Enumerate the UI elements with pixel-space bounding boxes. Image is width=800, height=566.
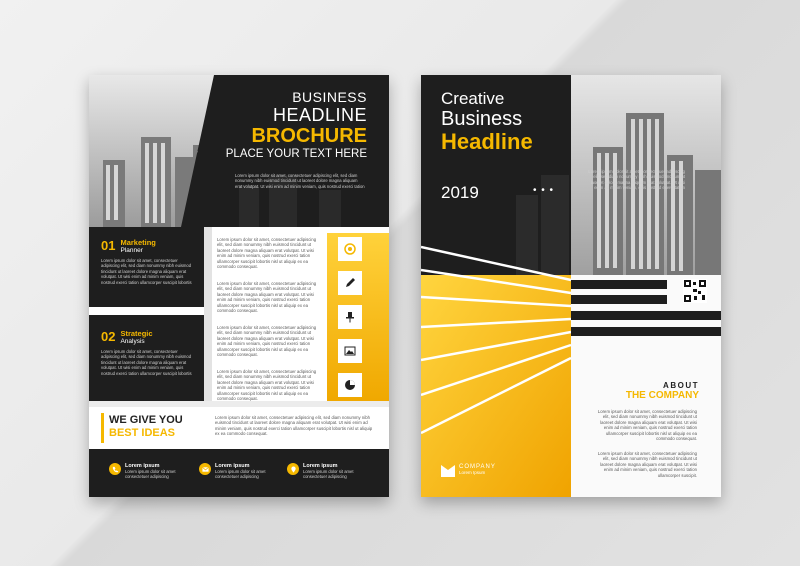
about-line-2: THE COMPANY [625, 390, 699, 401]
heading-creative: Creative [441, 89, 505, 108]
slogan-line-2: BEST IDEAS [109, 427, 176, 439]
contact-3-title: Lorem ipsum [303, 463, 338, 469]
pin-icon [338, 305, 362, 329]
right-intro-text: Lorem ipsum dolor sit amet, consectetuer adipiscing elit, sed diam nonummy nibh euismod tincidunt ut laoreet dolore magna aliquam erat volutpat. Ut wisi enim ad minim veniam, quis nostrud exerci tation [588, 169, 685, 191]
slogan-line-1: WE GIVE YOU [109, 414, 183, 426]
about-paragraph-1: Lorem ipsum dolor sit amet, consectetuer adipiscing elit, sed diam nonummy nibh euismod tincidunt ut laoreet dolore magna aliquam erat volutpat. Ut wisi enim ad minim veniam, quis nostrud exerci tation ullamcorper suscipit lobortis nisl ut aliquip ex ea commodo consequat. [597, 409, 697, 442]
stripe-bar-1 [571, 280, 667, 289]
brochure-front-page [421, 75, 721, 497]
mail-icon [199, 463, 211, 475]
middle-paragraph-1: Lorem ipsum dolor sit amet, consectetuer adipiscing elit, sed diam nonummy nibh euismod tincidunt ut laoreet dolore magna aliquam erat volutpat. Ut wisi enim ad minim veniam, quis nostrud exerci tation ullamcorper suscipit lobortis nisl ut aliquip ex ea commodo consequat. [217, 237, 317, 270]
middle-paragraph-2: Lorem ipsum dolor sit amet, consectetuer adipiscing elit, sed diam nonummy nibh euismod tincidunt ut laoreet dolore magna aliquam erat volutpat. Ut wisi enim ad minim veniam, quis nostrud exerci tation ullamcorper suscipit lobortis nisl ut aliquip ex ea commodo consequat. [217, 281, 317, 314]
company-tagline: Lorem Ipsum [459, 470, 486, 475]
section-01 [101, 238, 201, 285]
left-heading [226, 89, 367, 161]
slogan-body: Lorem ipsum dolor sit amet, consectetuer adipiscing elit, sed diam nonummy nibh euismod tincidunt ut laoreet dolore magna aliquam erat volutpat. Ut wisi enim ad minim veniam, quis nostrud exerci tation ullamcorper suscipit lobortis nisl ut aliquip ex ea commodo consequat. [215, 415, 373, 437]
section-01-title: Marketing [120, 238, 156, 247]
year-label: 2019 [441, 183, 479, 202]
company-name: COMPANY [459, 464, 496, 470]
pie-chart-icon [338, 373, 362, 397]
heading-subtitle: PLACE YOUR TEXT HERE [225, 148, 367, 160]
slogan [109, 414, 183, 440]
slogan-accent-bar [101, 413, 104, 443]
section-02-subtitle: Analysis [120, 338, 145, 345]
about-paragraph-2: Lorem ipsum dolor sit amet, consectetuer adipiscing elit, sed diam nonummy nibh euismod tincidunt ut laoreet dolore magna aliquam erat volutpat. Ut wisi enim ad minim veniam, quis nostrud exerci tation ullamcorper suscipit. [597, 451, 697, 478]
pencil-icon [338, 271, 362, 295]
about-line-1: ABOUT [663, 381, 699, 390]
dots-decoration: • • • [533, 185, 555, 196]
company-name-block [459, 464, 496, 475]
qr-code-icon [683, 279, 707, 303]
brochure-back-page [89, 75, 389, 497]
contact-1-body: Lorem ipsum dolor sit amet consectetuer adipiscing [125, 469, 176, 480]
about-heading [626, 381, 699, 401]
heading-line-brochure: BROCHURE [251, 125, 367, 147]
contact-2-title: Lorem ipsum [215, 463, 250, 469]
section-02-title: Strategic [120, 329, 153, 338]
section-02 [101, 329, 201, 376]
left-intro-text: Lorem ipsum dolor sit amet, consectetuer adipiscing elit, sed diam nonummy nibh euismod tincidunt ut laoreet dolore magna aliquam erat volutpat. Ut wisi enim ad minim veniam, quis nostrud exerci tation [235, 173, 365, 189]
section-01-body: Lorem ipsum dolor sit amet, consectetuer adipiscing elit, sed diam nonummy nibh euismod tincidunt ut laoreet dolore magna aliquam erat volutpat. Ut wisi enim ad minim veniam, quis nostrud exerci tation ullamcorper suscipit lobortis [101, 258, 192, 285]
target-icon [338, 237, 362, 261]
heading-line-business: BUSINESS [292, 89, 367, 105]
stripe-bar-2 [571, 295, 667, 304]
phone-icon [109, 463, 121, 475]
section-02-number: 02 [101, 329, 116, 344]
heading-business: Business [441, 108, 523, 130]
section-01-subtitle: Planner [120, 247, 143, 254]
stripe-bar-4 [571, 327, 721, 336]
heading-line-headline: HEADLINE [272, 105, 367, 125]
stripe-bar-3 [571, 311, 721, 320]
contact-2-body: Lorem ipsum dolor sit amet consectetuer adipiscing [215, 469, 266, 480]
contact-3-body: Lorem ipsum dolor sit amet consectetuer adipiscing [303, 469, 354, 480]
heading-headline: Headline [441, 129, 533, 154]
location-icon [287, 463, 299, 475]
middle-paragraph-3: Lorem ipsum dolor sit amet, consectetuer adipiscing elit, sed diam nonummy nibh euismod tincidunt ut laoreet dolore magna aliquam erat volutpat. Ut wisi enim ad minim veniam, quis nostrud exerci tation ullamcorper suscipit lobortis nisl ut aliquip ex ea commodo consequat. [217, 325, 317, 358]
right-heading [441, 89, 533, 154]
image-icon [338, 339, 362, 363]
section-02-body: Lorem ipsum dolor sit amet, consectetuer adipiscing elit, sed diam nonummy nibh euismod tincidunt ut laoreet dolore magna aliquam erat volutpat. Ut wisi enim ad minim veniam, quis nostrud exerci tation ullamcorper suscipit lobortis [101, 349, 192, 376]
middle-paragraph-4: Lorem ipsum dolor sit amet, consectetuer adipiscing elit, sed diam nonummy nibh euismod tincidunt ut laoreet dolore magna aliquam erat volutpat. Ut wisi enim ad minim veniam, quis nostrud exerci tation ullamcorper suscipit lobortis nisl ut aliquip ex ea commodo consequat. [217, 369, 317, 402]
company-logo-icon [441, 465, 455, 477]
section-01-number: 01 [101, 238, 116, 253]
contact-1-title: Lorem ipsum [125, 463, 160, 469]
